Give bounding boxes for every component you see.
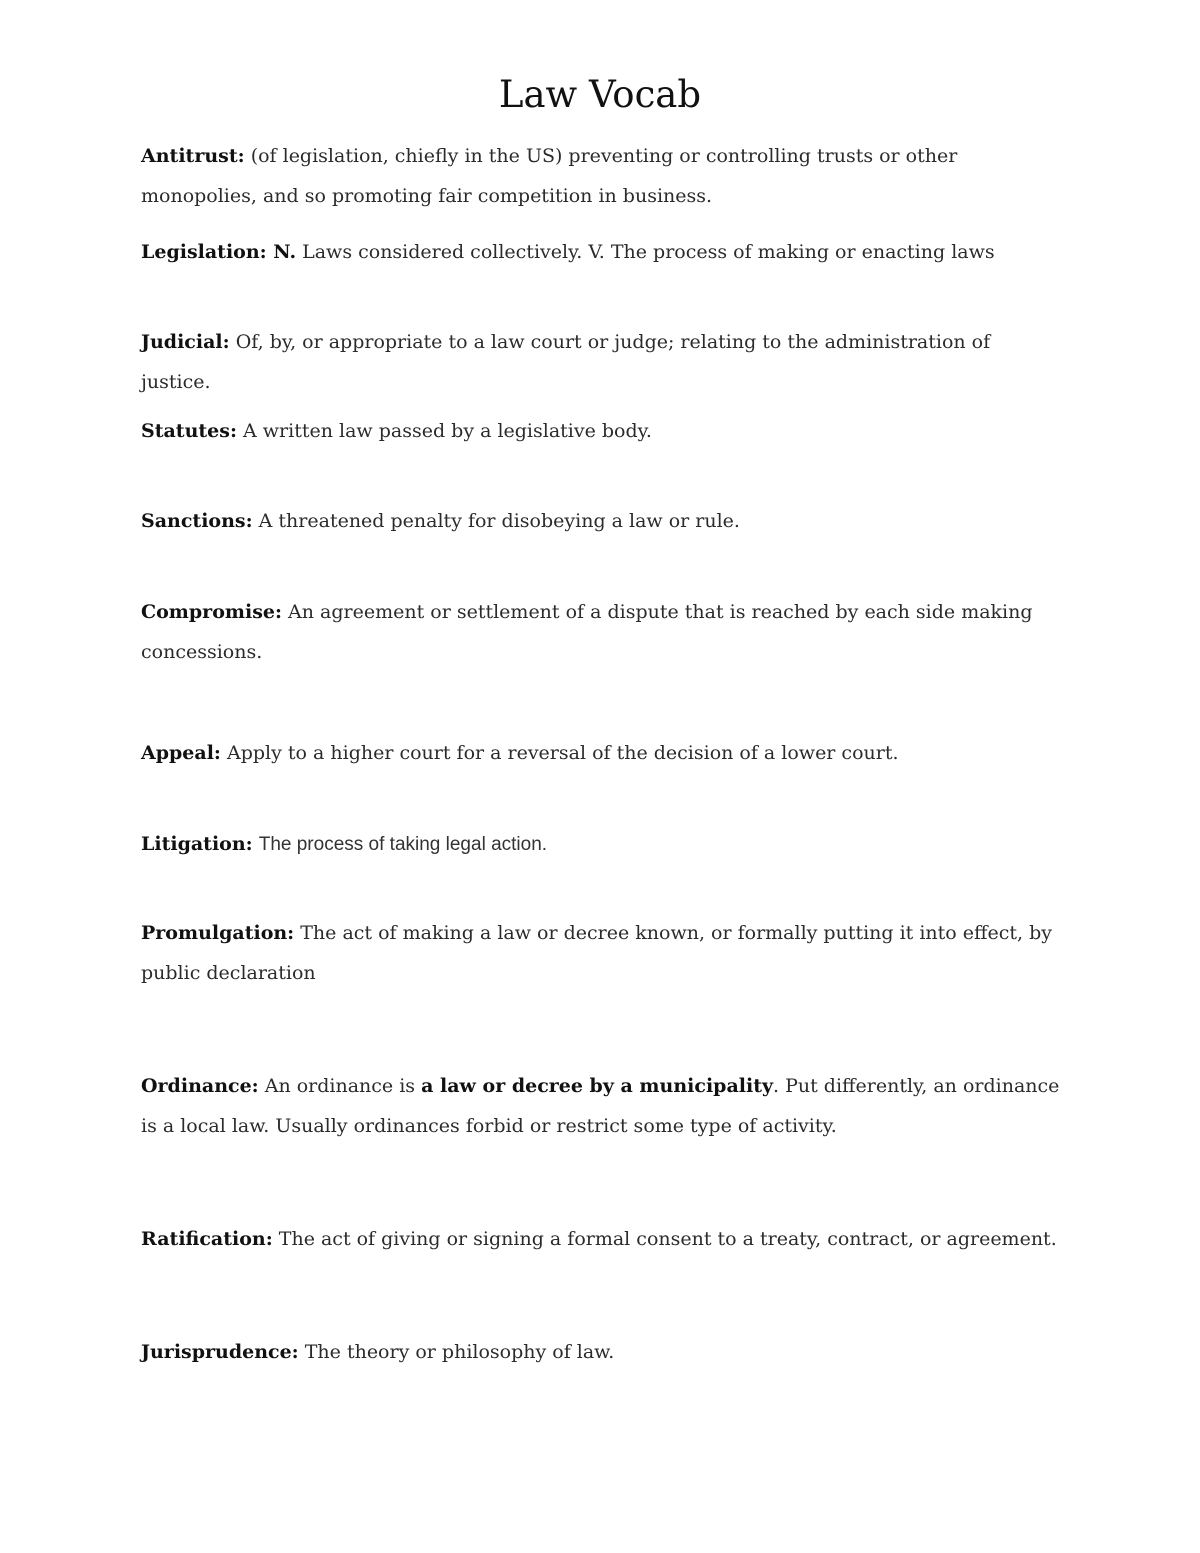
vocab-definition: Apply to a higher court for a reversal of the decision of a lower court. bbox=[227, 742, 899, 764]
vocab-definition-emphasis: a law or decree by a municipality bbox=[421, 1075, 774, 1097]
vocab-entry-ordinance bbox=[141, 1066, 1061, 1146]
vocab-term: Legislation: N. bbox=[141, 241, 297, 263]
vocab-entry-jurisprudence bbox=[141, 1332, 1061, 1372]
vocab-entry-promulgation bbox=[141, 913, 1061, 993]
vocab-term: Compromise: bbox=[141, 601, 282, 623]
vocab-entry-judicial bbox=[141, 322, 1061, 402]
vocab-definition: An agreement or settlement of a dispute that is reached by each side making concessions. bbox=[141, 601, 1033, 663]
vocab-entry-compromise bbox=[141, 592, 1061, 672]
vocab-definition-lead: An ordinance is bbox=[264, 1075, 422, 1097]
vocab-term: Ordinance: bbox=[141, 1075, 259, 1097]
vocab-entry-legislation bbox=[141, 232, 1061, 272]
vocab-entry-sanctions bbox=[141, 501, 1061, 541]
vocab-term: Jurisprudence: bbox=[141, 1341, 299, 1363]
vocab-term: Statutes: bbox=[141, 420, 237, 442]
vocab-entry-antitrust bbox=[141, 136, 1061, 216]
vocab-term: Sanctions: bbox=[141, 510, 253, 532]
vocab-definition: The theory or philosophy of law. bbox=[304, 1341, 615, 1363]
vocab-definition: The act of giving or signing a formal consent to a treaty, contract, or agreement. bbox=[278, 1228, 1057, 1250]
vocab-entry-ratification bbox=[141, 1219, 1061, 1259]
vocab-definition: The process of taking legal action. bbox=[258, 834, 548, 855]
vocab-term: Appeal: bbox=[141, 742, 221, 764]
vocab-entry-appeal bbox=[141, 733, 1061, 773]
vocab-term: Ratification: bbox=[141, 1228, 273, 1250]
vocab-definition: Of, by, or appropriate to a law court or judge; relating to the administration of justice. bbox=[141, 331, 991, 393]
vocab-definition: (of legislation, chiefly in the US) preventing or controlling trusts or other monopolies, and so promoting fair competition in business. bbox=[141, 145, 958, 207]
vocab-term: Promulgation: bbox=[141, 922, 295, 944]
vocab-definition: The act of making a law or decree known, or formally putting it into effect, by public declaration bbox=[141, 922, 1053, 984]
vocab-definition-tail: . Put differently, an ordinance is a local law. Usually ordinances forbid or restrict some type of activity. bbox=[141, 1075, 1060, 1137]
vocab-term: Judicial: bbox=[141, 331, 230, 353]
vocab-definition: Laws considered collectively. V. The process of making or enacting laws bbox=[302, 241, 995, 263]
page-title: Law Vocab bbox=[498, 73, 702, 116]
vocab-term: Litigation: bbox=[141, 833, 253, 855]
vocab-entry-statutes bbox=[141, 411, 1061, 451]
vocab-definition: A threatened penalty for disobeying a law or rule. bbox=[258, 510, 740, 532]
vocab-entry-litigation bbox=[141, 824, 1061, 865]
vocab-definition: A written law passed by a legislative body. bbox=[243, 420, 652, 442]
vocab-term: Antitrust: bbox=[141, 145, 245, 167]
